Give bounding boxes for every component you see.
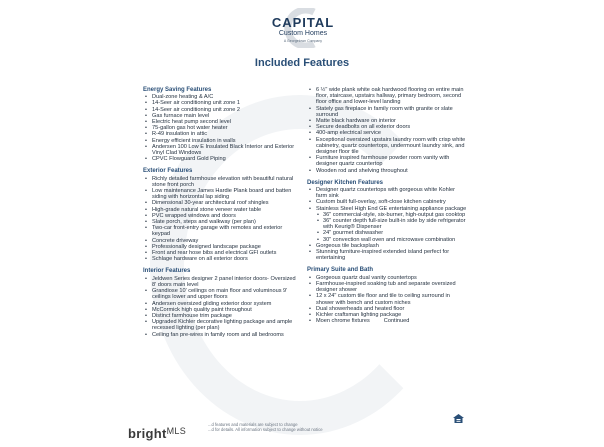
feature-item	[143, 188, 301, 200]
section-heading: Interior Features	[143, 268, 191, 275]
features-column-right	[307, 87, 467, 330]
feature-item	[307, 106, 467, 118]
feature-text: Gorgeous tile backsplash	[316, 242, 379, 249]
feature-text: Furniture inspired farmhouse powder room vanity with designer quartz countertop	[316, 155, 450, 168]
feature-text: Ceiling fan pre-wires in family room and all bedrooms	[152, 331, 284, 338]
feature-item	[143, 144, 301, 156]
feature-item	[307, 318, 467, 324]
feature-text: Exceptional oversized upstairs laundry room with crisp white cabinetry, quartz countertops, undermount laundry sink, and designer floor tile	[316, 136, 466, 156]
feature-text: Dual-zone heating & A/C	[152, 94, 214, 101]
feature-text: Stately gas fireplace in family room with granite or slate surround	[316, 105, 453, 118]
feature-section	[307, 267, 467, 324]
feature-item	[143, 332, 301, 338]
feature-text: Farmhouse-inspired soaking tub and separate oversized designer shower	[316, 280, 456, 294]
feature-text: Energy efficient insulation in walls	[152, 137, 236, 144]
feature-text: CPVC Flowguard Gold Piping	[152, 156, 226, 163]
feature-text: Andersen 100 Low E Insulated Black Interior and Exterior Vinyl Clad Windows	[152, 143, 295, 157]
feature-item	[143, 276, 301, 288]
feature-text: Upgraded Kichler decorative lighting package and ample recessed lighting (per plan)	[152, 319, 293, 332]
feature-text: Slate porch, steps and walkway (per plan)	[152, 219, 256, 226]
feature-text: 75-gallon gas hot water heater	[152, 125, 228, 132]
feature-text: Jeldwen Series designer 2 panel interior doors- Oversized 8' doors main level	[152, 275, 296, 288]
feature-text: Matte black hardware on interior	[316, 118, 396, 125]
feature-item	[307, 293, 467, 305]
feature-item	[143, 319, 301, 331]
feature-sub-item	[307, 218, 467, 230]
feature-text: Secure deadbolts on all exterior doors	[316, 124, 411, 131]
feature-text: Custom built full-overlay, soft-close kitchen cabinetry	[316, 199, 446, 206]
feature-text: Gas furnace main level	[152, 112, 210, 119]
feature-text: 12 x 24" custom tile floor and tile to ceiling surround in shower with bench and custom niches	[316, 293, 450, 306]
feature-list	[143, 94, 301, 162]
feature-text: Designer quartz countertops with gorgeous white Kohler farm sink	[316, 187, 455, 200]
feature-item	[143, 176, 301, 188]
feature-item	[143, 256, 301, 262]
feature-text: 14-Seer air conditioning unit zone 2	[152, 106, 241, 113]
feature-section	[307, 180, 467, 262]
feature-list	[143, 176, 301, 263]
feature-item	[307, 281, 467, 293]
feature-text: Concrete driveway	[152, 237, 199, 244]
feature-item	[307, 187, 467, 199]
feature-section	[143, 168, 301, 262]
feature-text: 6 ½" wide plank white oak hardwood flooring on entire main floor, staircase, upstairs hallway, primary bedroom, second floor office and lower-level landing	[316, 87, 464, 106]
disclaimer-line-1: ...d features and materials are subject to change	[208, 422, 298, 427]
brightmls-logo-bright: bright	[128, 426, 167, 441]
logo-title: CAPITAL	[271, 15, 335, 30]
company-logo	[248, 8, 358, 56]
feature-text: Richly detailed farmhouse elevation with beautiful natural stone front porch	[152, 175, 294, 188]
feature-list	[307, 187, 467, 261]
feature-item	[307, 155, 467, 167]
page-title: Included Features	[254, 57, 350, 69]
logo-tagline: A Georgetown Company	[283, 39, 323, 43]
feature-text: Wooden rod and shelving throughout	[316, 167, 408, 174]
feature-text: Andersen oversized gliding exterior door system	[152, 300, 272, 307]
feature-section	[143, 87, 301, 162]
feature-item	[307, 87, 467, 106]
feature-text: Two-car front-entry garage with remotes and exterior keypad	[152, 225, 283, 238]
feature-text: Front and rear hose bibs and electrical GFI outlets	[152, 250, 277, 257]
feature-item	[307, 249, 467, 261]
feature-text: Professionally designed landscape package	[152, 243, 261, 250]
feature-list	[307, 275, 467, 325]
feature-section	[307, 87, 467, 174]
feature-item	[143, 288, 301, 300]
feature-section	[143, 268, 301, 337]
feature-text: Schlage hardware on all exterior doors	[152, 256, 248, 263]
feature-text: Dual showerheads and heated floor	[316, 305, 405, 312]
feature-list	[143, 276, 301, 338]
feature-text: R-49 insulation in attic	[152, 131, 208, 138]
feature-text: 30" convection wall oven and microwave combination	[323, 236, 456, 243]
feature-text: Moen chrome fixtures	[316, 318, 370, 325]
feature-text: 400-amp electrical service	[316, 130, 381, 137]
brightmls-logo-mls: MLS	[166, 426, 187, 436]
section-heading: Exterior Features	[143, 168, 193, 175]
continued-label: Continued	[383, 318, 410, 325]
feature-text: Kichler craftsman lighting package	[316, 311, 402, 318]
feature-text: Grandiose 10' ceilings on main floor and voluminous 9' ceilings lower and upper floors	[152, 288, 288, 301]
feature-text: 14-Seer air conditioning unit zone 1	[152, 100, 241, 107]
feature-item	[307, 168, 467, 174]
section-heading: Primary Suite and Bath	[307, 267, 374, 274]
feature-text: Distinct farmhouse trim package	[152, 312, 232, 319]
feature-text: 36" commercial-style, six-burner, high-output gas cooktop	[323, 211, 466, 218]
feature-text: 36" counter depth full-size built-in side by side refrigerator with Keurig® Dispenser	[323, 218, 466, 231]
equal-housing-icon	[453, 414, 464, 423]
feature-text: Stainless Steel High End GE entertaining appliance package	[316, 205, 467, 212]
disclaimer-line-2: ...d for details. All information subject to change without notice	[208, 427, 323, 432]
brightmls-logo	[128, 426, 186, 441]
logo-subtitle: Custom Homes	[278, 30, 328, 37]
feature-text: PVC wrapped windows and doors	[152, 212, 236, 219]
feature-item	[143, 225, 301, 237]
feature-item	[307, 137, 467, 156]
section-heading: Energy Saving Features	[143, 87, 212, 93]
feature-text: Dimensional 30-year architectural roof shingles	[152, 200, 269, 207]
feature-list	[307, 87, 467, 174]
footer-disclaimer	[208, 422, 388, 432]
feature-item	[143, 156, 301, 162]
feature-text: Low maintenance James Hardie Plank board and batten siding with horizontal lap siding	[152, 188, 292, 201]
feature-text: High-grade natural stone veneer water table	[152, 206, 262, 213]
feature-text: Gorgeous quartz dual vanity countertops	[316, 274, 417, 281]
section-heading: Designer Kitchen Features	[307, 179, 384, 186]
features-column-left	[143, 87, 301, 344]
feature-text: Electric heat pump second level	[152, 119, 231, 126]
feature-text: Stunning furniture-inspired extended island perfect for entertaining	[316, 249, 450, 262]
feature-text: 24" gourmet dishwasher	[323, 230, 384, 237]
feature-text: McCormick high quality paint throughout	[152, 306, 252, 313]
